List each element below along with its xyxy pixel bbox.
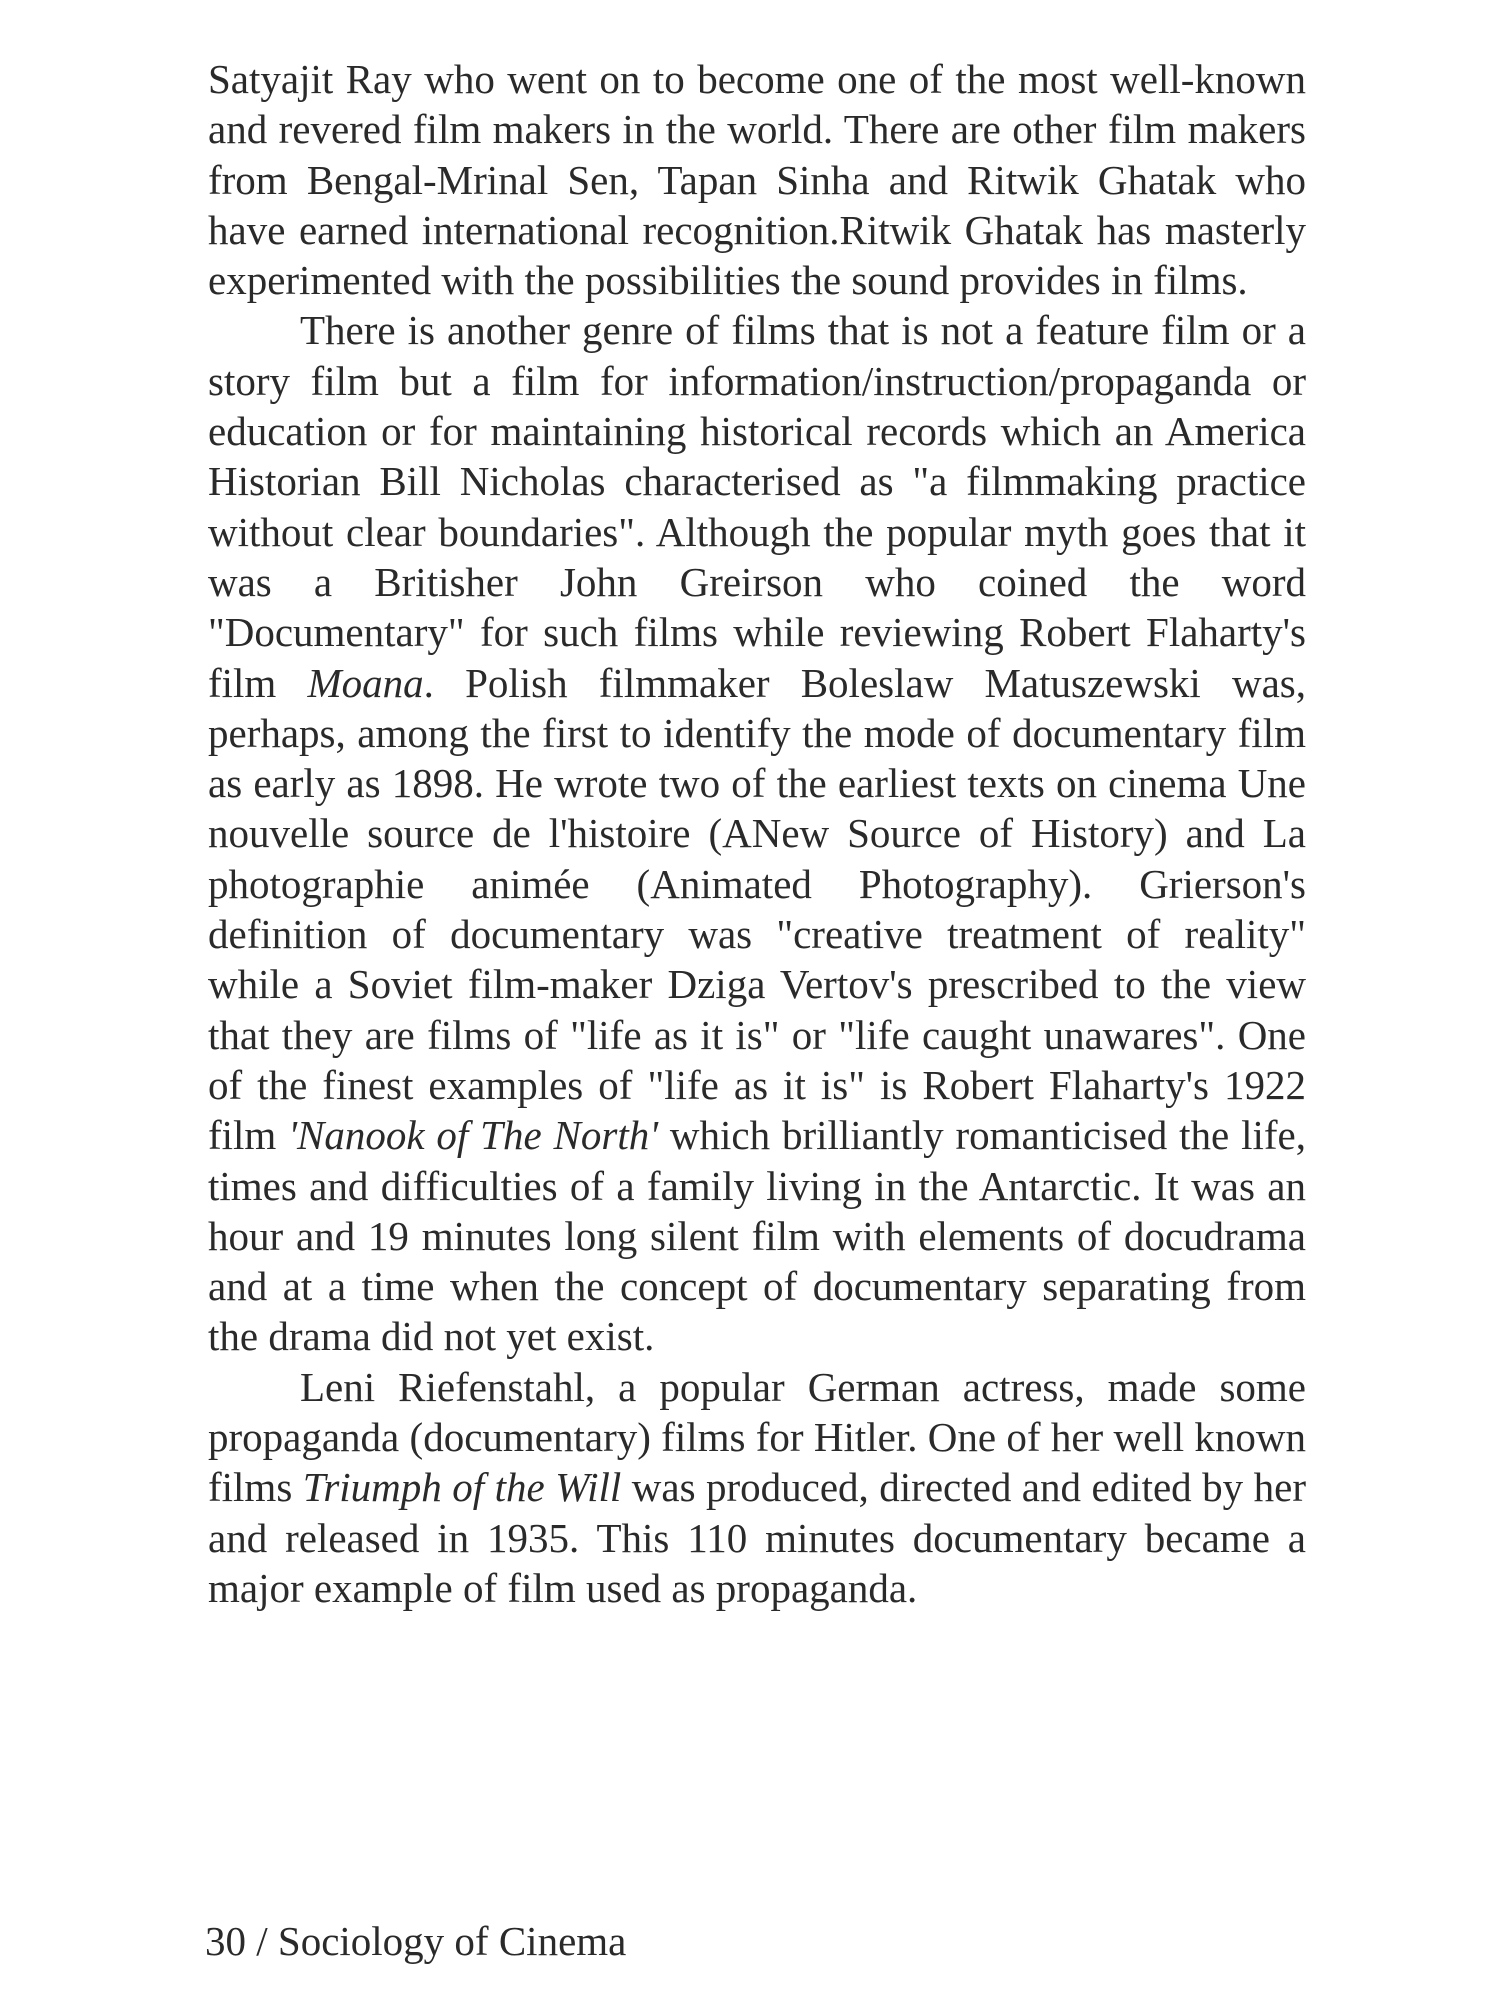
- body-text: [208, 54, 1306, 1613]
- paragraph-3-text-a: Leni Riefenstahl, a popular German actress, made some propaganda (documentary) films for Hitler. One of her well known films: [208, 1363, 1306, 1511]
- paragraph-2-text-b: . Polish filmmaker Boleslaw Matuszewski was, perhaps, among the first to identify the mode of documentary film as early as 1898. He wrote two of the earliest texts on cinema Une nouvelle source de l'histoire (ANew Source of History) and La photographie animée (Animated Photography). Grierson's definition of documentary was "creative treatment of reality" while a Soviet film-maker Dziga Vertov's prescribed to the view that they are films of "life as it is" or "life caught unawares". One of the finest examples of "life as it is" is Robert Flaharty's 1922 film: [208, 659, 1306, 1159]
- page-footer: 30 / Sociology of Cinema: [205, 1918, 627, 1964]
- film-title-moana: Moana: [307, 659, 424, 706]
- paragraph-1-text: Satyajit Ray who went on to become one of the most well-known and revered film makers in the world. There are other film makers from Bengal-Mrinal Sen, Tapan Sinha and Ritwik Ghatak who have earned international recognition.Ritwik Ghatak has masterly experimented with the possibilities the sound provides in films.: [208, 56, 1306, 304]
- film-title-nanook: 'Nanook of The North': [288, 1112, 658, 1159]
- paragraph-1: [208, 54, 1306, 305]
- paragraph-2-text-a: There is another genre of films that is not a feature film or a story film but a film for information/instruction/propaganda or education or for maintaining historical records which an America Historian Bill Nicholas characterised as "a filmmaking practice without clear boundaries". Although the popular myth goes that it was a Britisher John Greirson who coined the word "Documentary" for such films while reviewing Robert Flaharty's film: [208, 307, 1306, 706]
- paragraph-2-text-c: which brilliantly romanticised the life, times and difficulties of a family living in the Antarctic. It was an hour and 19 minutes long silent film with elements of docudrama and at a time when the concept of documentary separating from the drama did not yet exist.: [208, 1112, 1307, 1360]
- paragraph-3-text-b: was produced, directed and edited by her and released in 1935. This 110 minutes documentary became a major example of film used as propaganda.: [208, 1464, 1306, 1611]
- paragraph-3: [208, 1362, 1306, 1613]
- film-title-triumph: Triumph of the Will: [302, 1464, 622, 1511]
- paragraph-2: [208, 305, 1306, 1361]
